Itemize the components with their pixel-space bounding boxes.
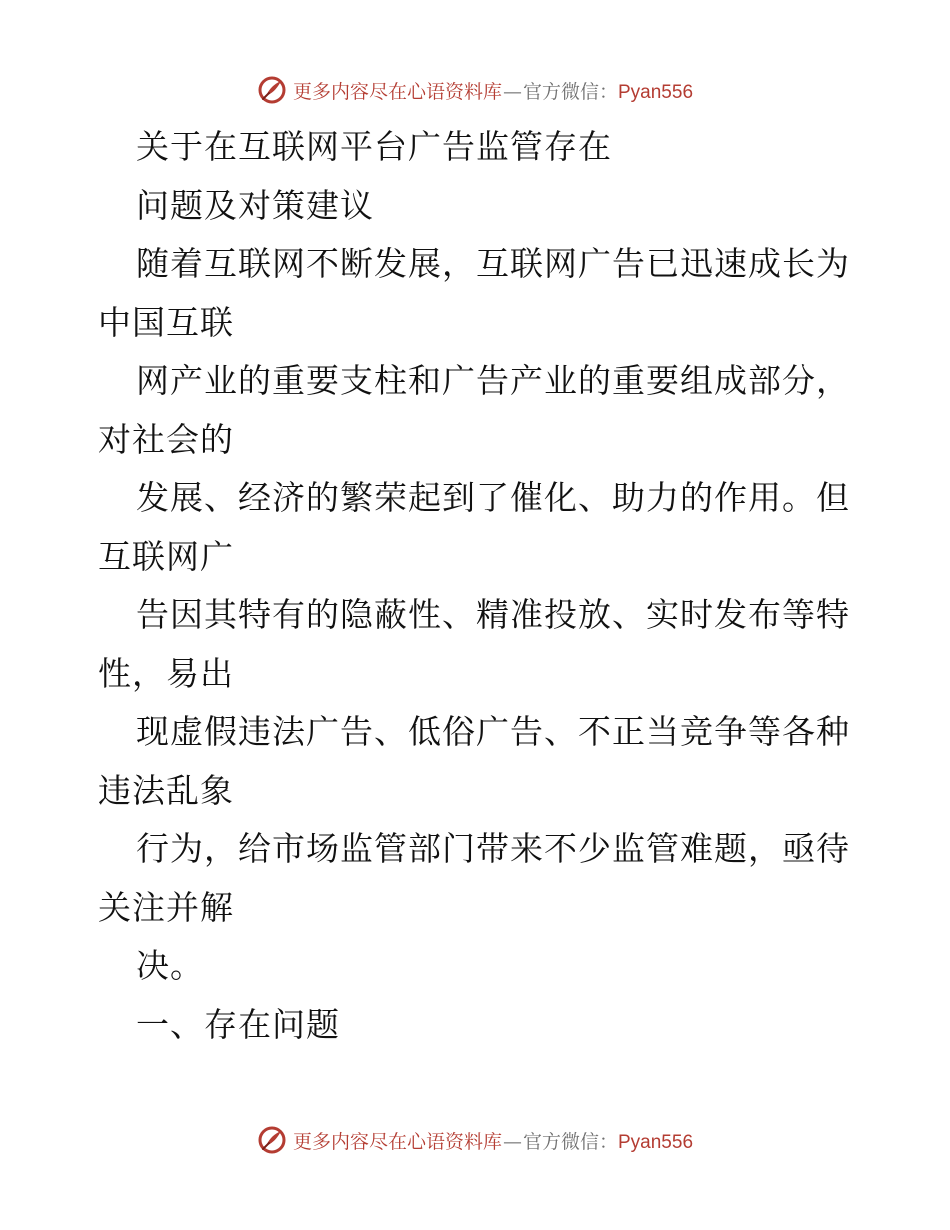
- watermark-text: [293, 77, 693, 104]
- text-line: 对社会的: [98, 419, 234, 459]
- text-line: 告因其特有的隐蔽性、精准投放、实时发布等特: [136, 595, 850, 634]
- feather-logo-icon: [257, 1125, 287, 1155]
- text-line: 性，易出: [98, 653, 234, 693]
- text-line: 网产业的重要支柱和广告产业的重要组成部分，: [136, 361, 850, 400]
- watermark-official: 官方微信：: [522, 1130, 618, 1153]
- text-line: 互联网广: [98, 536, 234, 576]
- text-line: 问题及对策建议: [136, 185, 374, 225]
- watermark-footer: [0, 1120, 950, 1160]
- text-line: 随着互联网不断发展，互联网广告已迅速成长为: [136, 244, 850, 283]
- text-line: 行为，给市场监管部门带来不少监管难题，亟待: [136, 829, 850, 868]
- watermark-dash: —: [502, 1130, 522, 1153]
- watermark-brand: 更多内容尽在心语资料库: [292, 80, 502, 103]
- watermark-official: 官方微信：: [522, 80, 618, 103]
- text-line: 关于在互联网平台广告监管存在: [136, 127, 612, 166]
- watermark-wechat-id: Pyan556: [618, 1131, 694, 1153]
- watermark-dash: —: [502, 80, 522, 103]
- feather-logo-icon: [257, 75, 287, 105]
- text-line: 发展、经济的繁荣起到了催化、助力的作用。但: [136, 478, 850, 517]
- text-line: 一、存在问题: [136, 1004, 340, 1044]
- watermark-text: [293, 1127, 693, 1154]
- watermark-wechat-id: Pyan556: [618, 81, 694, 103]
- text-line: 中国互联: [98, 302, 234, 342]
- text-line: 决。: [136, 946, 204, 985]
- watermark-header: [0, 70, 950, 110]
- document-body: [98, 118, 858, 1054]
- text-line: 现虚假违法广告、低俗广告、不正当竞争等各种: [136, 712, 850, 751]
- watermark-brand: 更多内容尽在心语资料库: [292, 1130, 502, 1153]
- text-line: 关注并解: [98, 887, 234, 927]
- text-line: 违法乱象: [98, 770, 234, 810]
